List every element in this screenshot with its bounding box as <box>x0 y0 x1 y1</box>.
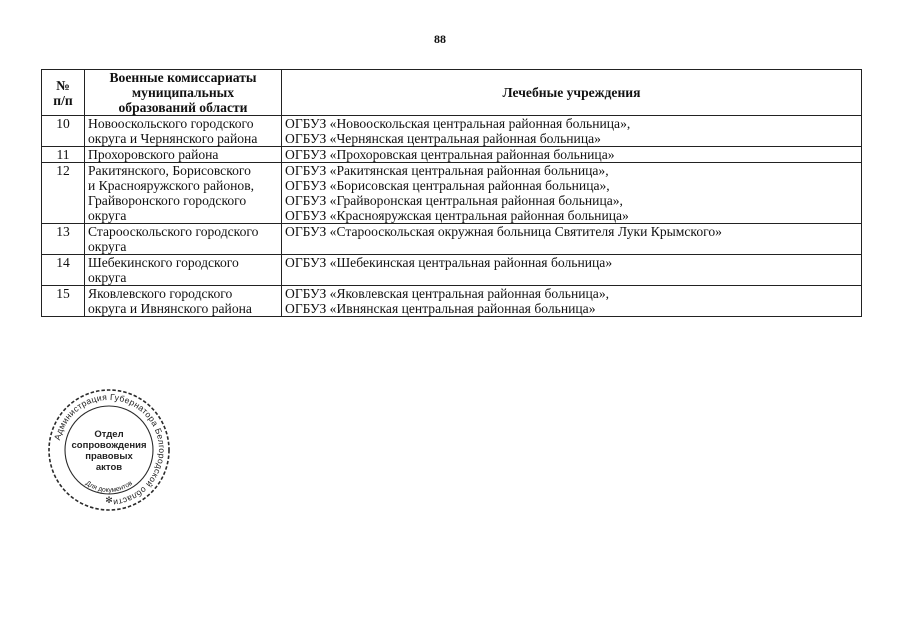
table-row <box>42 163 862 224</box>
hospitals-table <box>41 69 862 317</box>
row-commissariat: Новооскольского городского округа и Чернянского района <box>85 116 282 147</box>
row-number: 13 <box>42 224 85 255</box>
official-stamp <box>46 387 172 513</box>
row-institutions: ОГБУЗ «Новооскольская центральная районная больница», ОГБУЗ «Чернянская центральная районная больница» <box>282 116 862 147</box>
header-number: № п/п <box>42 70 85 116</box>
stamp-center-line-1: Отдел <box>94 429 124 440</box>
table-row <box>42 224 862 255</box>
row-commissariat: Шебекинского городского округа <box>85 255 282 286</box>
row-institutions: ОГБУЗ «Яковлевская центральная районная больница», ОГБУЗ «Ивнянская центральная районная больница» <box>282 286 862 317</box>
stamp-center-line-4: актов <box>95 462 123 473</box>
row-commissariat: Прохоровского района <box>85 147 282 163</box>
stamp-center-line-3: правовых <box>85 451 133 462</box>
table-header-row <box>42 70 862 116</box>
row-institutions: ОГБУЗ «Старооскольская окружная больница Святителя Луки Крымского» <box>282 224 862 255</box>
row-institutions: ОГБУЗ «Прохоровская центральная районная больница» <box>282 147 862 163</box>
row-institutions: ОГБУЗ «Шебекинская центральная районная больница» <box>282 255 862 286</box>
header-commissariats: Военные комиссариаты муниципальных образований области <box>85 70 282 116</box>
row-number: 11 <box>42 147 85 163</box>
stamp-center-line-2: сопровождения <box>71 440 147 451</box>
stamp-outer-text: Администрация Губернатора Белгородской области <box>52 391 168 508</box>
table-row <box>42 255 862 286</box>
table-row <box>42 116 862 147</box>
page-number: 88 <box>434 32 446 46</box>
row-number: 14 <box>42 255 85 286</box>
star-icon: ✻ <box>105 496 113 506</box>
table-row <box>42 286 862 317</box>
row-number: 15 <box>42 286 85 317</box>
row-number: 12 <box>42 163 85 224</box>
header-institutions: Лечебные учреждения <box>282 70 862 116</box>
row-commissariat: Старооскольского городского округа <box>85 224 282 255</box>
table-row <box>42 147 862 163</box>
row-commissariat: Яковлевского городского округа и Ивнянского района <box>85 286 282 317</box>
row-institutions: ОГБУЗ «Ракитянская центральная районная больница», ОГБУЗ «Борисовская центральная районная больница», ОГБУЗ «Грайворонская центральная районная больница», ОГБУЗ «Краснояружская центральная районная больница» <box>282 163 862 224</box>
row-number: 10 <box>42 116 85 147</box>
row-commissariat: Ракитянского, Борисовского и Краснояружского районов, Грайворонского городского округа <box>85 163 282 224</box>
stamp-bottom-text: Для документов <box>84 479 134 495</box>
